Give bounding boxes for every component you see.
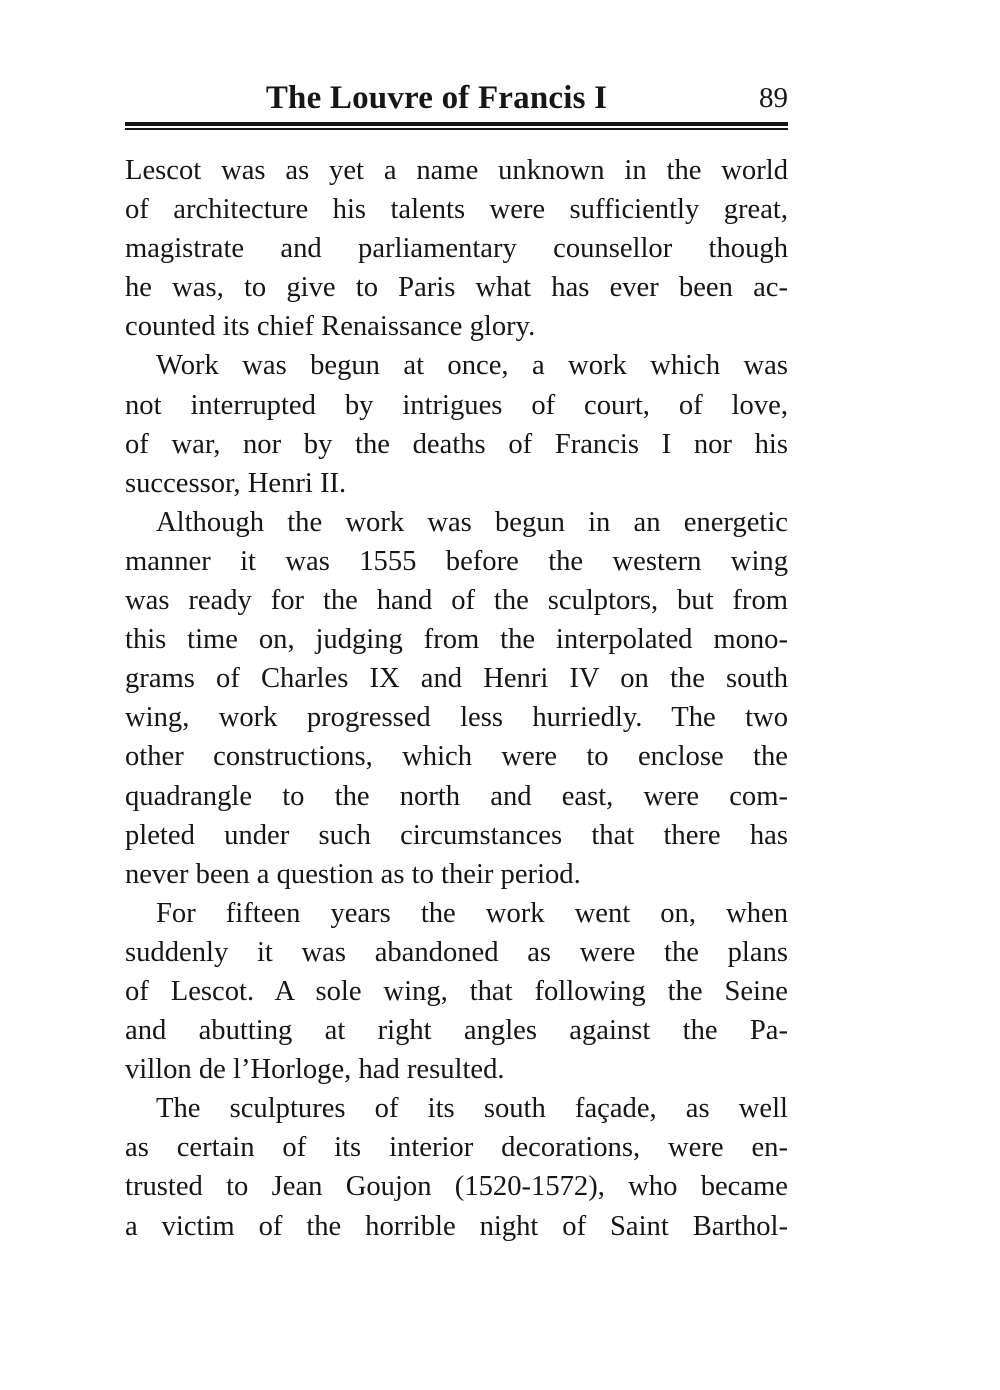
text-line: of war, nor by the deaths of Francis I nor his: [125, 428, 788, 460]
text-line: For fifteen years the work went on, when: [156, 897, 788, 929]
page-number: 89: [759, 82, 788, 114]
text-line: Work was begun at once, a work which was: [156, 350, 788, 382]
text-line: of architecture his talents were sufficiently great,: [125, 194, 788, 226]
body-text: [125, 151, 788, 1246]
text-line: this time on, judging from the interpolated mono-: [125, 624, 788, 656]
text-line: and abutting at right angles against the Pa-: [125, 1015, 788, 1047]
text-line: Lescot was as yet a name unknown in the world: [125, 155, 788, 186]
text-line: of Lescot. A sole wing, that following the Seine: [125, 975, 788, 1007]
text-line: suddenly it was abandoned as were the plans: [125, 936, 788, 968]
header-rule-thick: [125, 122, 788, 126]
text-line: wing, work progressed less hurriedly. The two: [125, 702, 788, 734]
text-line: Although the work was begun in an energetic: [156, 506, 788, 538]
text-line: not interrupted by intrigues of court, of love,: [125, 389, 788, 421]
text-line: he was, to give to Paris what has ever been ac-: [125, 272, 788, 304]
book-page: [125, 78, 788, 1242]
text-line: was ready for the hand of the sculptors, but from: [125, 585, 788, 617]
text-line: other constructions, which were to enclose the: [125, 741, 788, 773]
text-line: villon de l’Horloge, had resulted.: [125, 1054, 505, 1086]
text-line: trusted to Jean Goujon (1520-1572), who became: [125, 1171, 788, 1203]
text-line: magistrate and parliamentary counsellor though: [125, 233, 788, 265]
header-rule-thin: [125, 128, 788, 130]
text-line: as certain of its interior decorations, were en-: [125, 1132, 788, 1164]
text-line: a victim of the horrible night of Saint Barthol-: [125, 1210, 788, 1242]
text-line: manner it was 1555 before the western wing: [125, 545, 788, 577]
text-line: pleted under such circumstances that there has: [125, 819, 788, 851]
text-line: quadrangle to the north and east, were com-: [125, 780, 788, 812]
page-header: [125, 78, 788, 118]
text-line: The sculptures of its south façade, as well: [156, 1093, 788, 1125]
text-line: never been a question as to their period.: [125, 858, 581, 890]
text-line: counted its chief Renaissance glory.: [125, 311, 536, 343]
text-line: successor, Henri II.: [125, 467, 347, 499]
running-title: The Louvre of Francis I: [265, 80, 608, 116]
text-line: grams of Charles IX and Henri IV on the south: [125, 663, 788, 695]
